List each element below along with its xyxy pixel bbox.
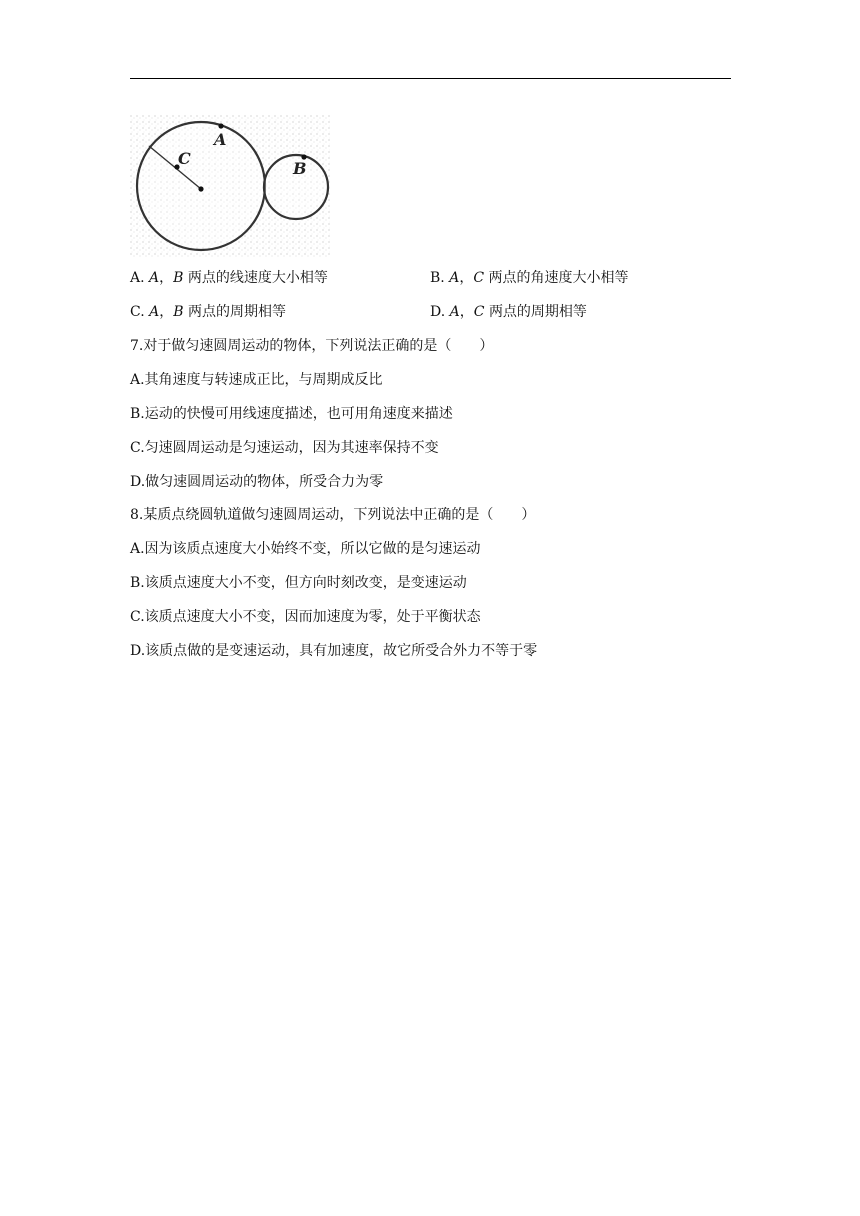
q8-option-a: A.因为该质点速度大小始终不变，所以它做的是匀速运动: [130, 541, 481, 557]
q6-option-c: C. A，B 两点的周期相等: [130, 304, 286, 320]
q7-option-c: C.匀速圆周运动是匀速运动，因为其速率保持不变: [130, 440, 439, 456]
large-wheel: [137, 122, 265, 250]
point-a: [218, 123, 223, 128]
q8-option-c: C.该质点速度大小不变，因而加速度为零，处于平衡状态: [130, 609, 481, 625]
label-a: A: [214, 130, 227, 149]
q8-option-d: D.该质点做的是变速运动，具有加速度，故它所受合外力不等于零: [130, 643, 538, 659]
q7-option-d: D.做匀速圆周运动的物体，所受合力为零: [130, 474, 384, 490]
q8-stem: 8.某质点绕圆轨道做匀速圆周运动，下列说法中正确的是（ ）: [130, 507, 536, 523]
q8-option-b: B.该质点速度大小不变，但方向时刻改变，是变速运动: [130, 575, 467, 591]
q7-option-b: B.运动的快慢可用线速度描述，也可用角速度来描述: [130, 406, 453, 422]
q6-option-d: D. A，C 两点的周期相等: [430, 304, 587, 320]
header-rule: [130, 78, 731, 79]
q6-option-b: B. A，C 两点的角速度大小相等: [430, 270, 629, 286]
q7-option-a: A.其角速度与转速成正比，与周期成反比: [130, 372, 383, 388]
q7-stem: 7.对于做匀速圆周运动的物体，下列说法正确的是（ ）: [130, 338, 494, 354]
gear-wheels-figure: [130, 115, 335, 260]
label-c: C: [178, 149, 191, 168]
label-b: B: [293, 159, 307, 178]
q6-option-a: A. A，B 两点的线速度大小相等: [130, 270, 328, 286]
center-point: [198, 186, 203, 191]
